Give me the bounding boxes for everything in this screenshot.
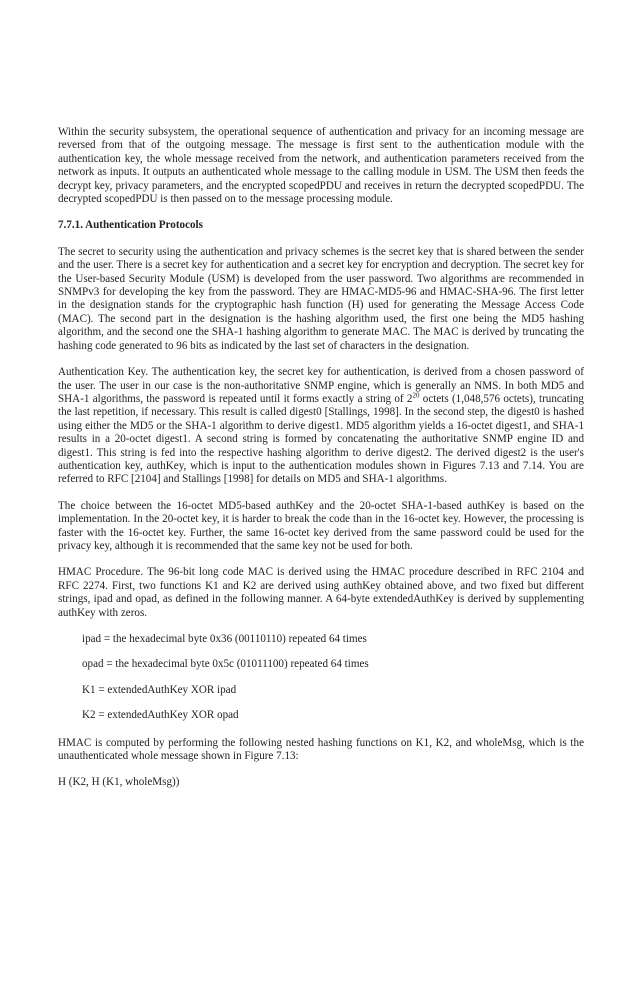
paragraph-incoming-message-sequence: Within the security subsystem, the operational sequence of authentication and privacy for an incoming message are reversed from that of the outgoing message. The message is first sent to the authentication module with the authentication key, the whole message received from the network, and authentication parameters received from the network as inputs. It outputs an authenticated whole message to the calling module in USM. The USM then feeds the decrypt key, privacy parameters, and the encrypted scopedPDU and receives in return the decrypted scopedPDU. The decrypted scopedPDU is then passed on to the message processing module. bbox=[58, 126, 584, 206]
paragraph-hmac-computation: HMAC is computed by performing the following nested hashing functions on K1, K2, and wholeMsg, which is the unauthenticated whole message shown in Figure 7.13: bbox=[58, 736, 584, 763]
paragraph-secret-key: The secret to security using the authentication and privacy schemes is the secret key that is shared between the sender and the user. There is a secret key for authentication and a secret key for encryption and decryption. The secret key for the User-based Security Module (USM) is developed from the user password. Two algorithms are recommended in SNMPv3 for developing the key from the password. They are HMAC-MD5-96 and HMAC-SHA-96. The first letter in the designation stands for the cryptographic hash function (H) used for generating the Message Access Code (MAC). The second part in the designation is the hashing algorithm used, the first one being the MD5 hashing algorithm, and the second one the SHA-1 hashing algorithm to generate MAC. The MAC is derived by truncating the hashing code generated to 96 bits as indicated by the last set of characters in the designation. bbox=[58, 245, 584, 352]
section-heading-authentication-protocols: 7.7.1. Authentication Protocols bbox=[58, 219, 203, 232]
paragraph-key-choice: The choice between the 16-octet MD5-based authKey and the 20-octet SHA-1-based authKey is based on the implementation. In the 20-octet key, it is harder to break the code than in the 16-octet key. However, the processing is faster with the 16-octet key. Further, the same 16-octet key derived from the same password could be used for the privacy key, although it is recommended that the same key not be used for both. bbox=[58, 499, 584, 552]
paragraph-hmac-procedure: HMAC Procedure. The 96-bit long code MAC is derived using the HMAC procedure described in RFC 2104 and RFC 2274. First, two functions K1 and K2 are derived using authKey obtained above, and two fixed but different strings, ipad and opad, as defined in the following manner. A 64-byte extendedAuthKey is derived by supplementing authKey with zeros. bbox=[58, 566, 584, 619]
formula-ipad: ipad = the hexadecimal byte 0x36 (00110110) repeated 64 times bbox=[82, 633, 367, 645]
formula-nested-hash: H (K2, H (K1, wholeMsg)) bbox=[58, 776, 180, 789]
document-page bbox=[58, 126, 584, 790]
exponent-superscript: 20 bbox=[412, 391, 420, 400]
paragraph-authentication-key bbox=[58, 366, 584, 487]
formula-opad: opad = the hexadecimal byte 0x5c (01011100) repeated 64 times bbox=[82, 658, 369, 671]
formula-k1: K1 = extendedAuthKey XOR ipad bbox=[82, 683, 237, 696]
authentication-key-text-start: Authentication Key. The authentication key, the secret key for authentication, is derived from a chosen password of the user. The user in our case is the non-authoritative SNMP engine, which is generally an NMS. In both MD5 and SHA-1 algorithms, the password is repeated until it forms exactly a string of 2 bbox=[58, 366, 584, 405]
authentication-key-text-end: octets (1,048,576 octets), truncating the last repetition, if necessary. This result is called digest0 [Stallings, 1998]. In the second step, the digest0 is hashed using either the MD5 or the SHA-1 algorithm to derive digest1. MD5 algorithm yields a 16-octet digest1, and SHA-1 results in a 20-octet digest1. A second string is formed by concatenating the authoritative SNMP engine ID and digest1. This string is fed into the respective hashing algorithm to derive digest2. The derived digest2 is the user's authentication key, authKey, which is input to the authentication modules shown in Figures 7.13 and 7.14. You are referred to RFC [2104] and Stallings [1998] for details on MD5 and SHA-1 algorithms. bbox=[58, 392, 584, 486]
formula-k2: K2 = extendedAuthKey XOR opad bbox=[82, 709, 239, 722]
